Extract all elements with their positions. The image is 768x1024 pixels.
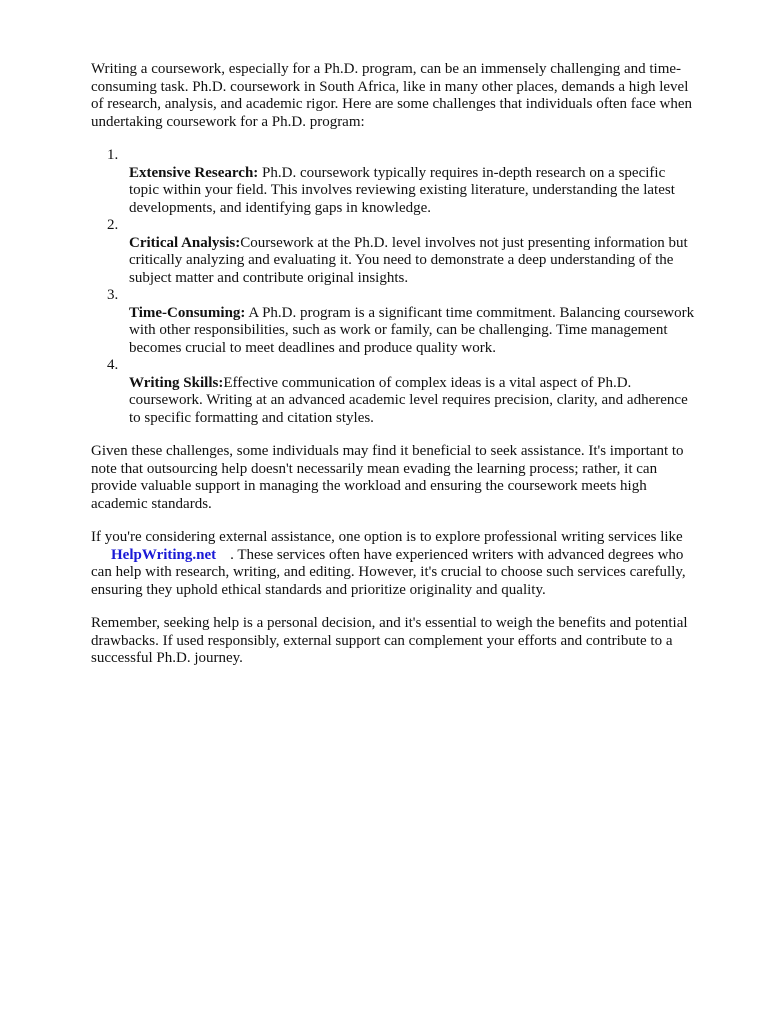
list-item-number: 1. xyxy=(107,147,119,163)
challenges-paragraph: Given these challenges, some individuals may find it beneficial to seek assistance. It's important to note that outsourcing help doesn't necessarily mean evading the learning process; rather, it can provide valuable support in managing the workload and ensuring the coursework meets high academic standards. xyxy=(91,443,684,512)
list-item-number: 3. xyxy=(107,287,119,303)
list-item-term: Time-Consuming: xyxy=(129,304,246,321)
list-item-term: Writing Skills: xyxy=(129,374,224,391)
list-item-term: Extensive Research: xyxy=(129,164,259,181)
helpwriting-link[interactable]: HelpWriting.net xyxy=(111,546,217,563)
external-assistance-paragraph xyxy=(91,529,716,599)
list-item xyxy=(91,217,716,287)
challenges-list xyxy=(91,147,716,427)
closing-paragraph: Remember, seeking help is a personal decision, and it's essential to weigh the benefits and potential drawbacks. If used responsibly, external support can complement your efforts and contribute to a successful Ph.D. journey. xyxy=(91,615,688,666)
list-item-term: Critical Analysis: xyxy=(129,234,241,251)
intro-paragraph: Writing a coursework, especially for a Ph.D. program, can be an immensely challenging and time- consuming task. Ph.D. coursework in South Africa, like in many other places, demands a high level of research, analysis, and academic rigor. Here are some challenges that individuals often face when undertaking coursework for a Ph.D. program: xyxy=(91,61,692,130)
list-item xyxy=(91,287,716,357)
document-page xyxy=(91,61,716,684)
external-assistance-text-after: . These services often have experienced writers with advanced degrees who can help with research, writing, and editing. However, it's crucial to choose such services carefully, ensuring they uphold ethical standards and prioritize originality and quality. xyxy=(91,546,686,598)
list-item-number: 2. xyxy=(107,217,119,233)
list-item-text: A Ph.D. program is a significant time commitment. Balancing coursework with other responsibilities, such as work or family, can be challenging. Time management becomes crucial to meet deadlines and produce quality work. xyxy=(129,304,695,356)
list-item-text: Ph.D. coursework typically requires in-depth research on a specific topic within your field. This involves reviewing existing literature, understanding the latest developments, and identifying gaps in knowledge. xyxy=(129,164,675,216)
list-item-text: Coursework at the Ph.D. level involves not just presenting information but critically analyzing and evaluating it. You need to demonstrate a deep understanding of the subject matter and contribute original insights. xyxy=(129,234,688,286)
list-item xyxy=(91,147,716,217)
list-item-text: Effective communication of complex ideas is a vital aspect of Ph.D. coursework. Writing at an advanced academic level requires precision, clarity, and adherence to specific formatting and citation styles. xyxy=(129,374,688,426)
list-item xyxy=(91,357,716,427)
external-assistance-text-before: If you're considering external assistance, one option is to explore professional writing services like xyxy=(91,529,683,545)
list-item-number: 4. xyxy=(107,357,119,373)
